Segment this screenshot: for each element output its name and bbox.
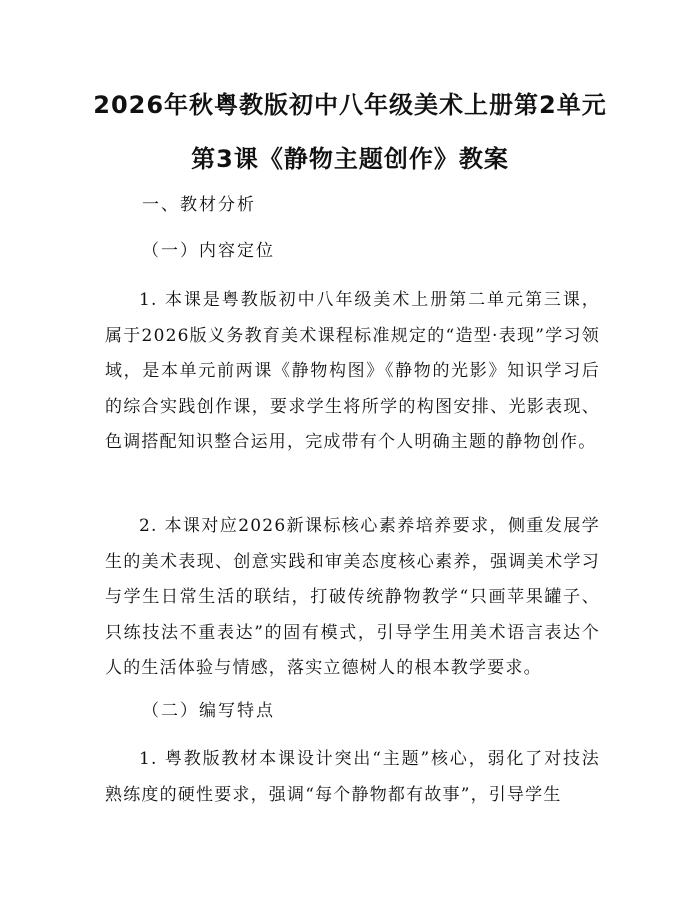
document-title: 2026年秋粤教版初中八年级美术上册第2单元第3课《静物主题创作》教案 [93,91,607,173]
subsection-heading-writing-features: （二）编写特点 [142,701,275,721]
paragraph-1: 1. 本课是粤教版初中八年级美术上册第二单元第三课，属于2026版义务教育美术课程标准规定的“造型·表现”学习领域，是本单元前两课《静物构图》《静物的光影》知识学习后的综合实践创作课，要求学生将所学的构图安排、光影表现、色调搭配知识整合运用，完成带有个人明确主题的静物创作。 [105,290,600,452]
subsection-heading-content-positioning: （一）内容定位 [142,241,275,261]
paragraph-2: 2. 本课对应2026新课标核心素养培养要求，侧重发展学生的美术表现、创意实践和审美态度核心素养，强调美术学习与学生日常生活的联结，打破传统静物教学“只画苹果罐子、只练技法不重表达”的固有模式，引导学生用美术语言表达个人的生活体验与情感，落实立德树人的根本教学要求。 [105,516,600,678]
paragraph-3: 1. 粤教版教材本课设计突出“主题”核心，弱化了对技法熟练度的硬性要求，强调“每个静物都有故事”，引导学生 [105,749,600,805]
section-heading-teaching-material-analysis: 一、教材分析 [142,195,256,215]
